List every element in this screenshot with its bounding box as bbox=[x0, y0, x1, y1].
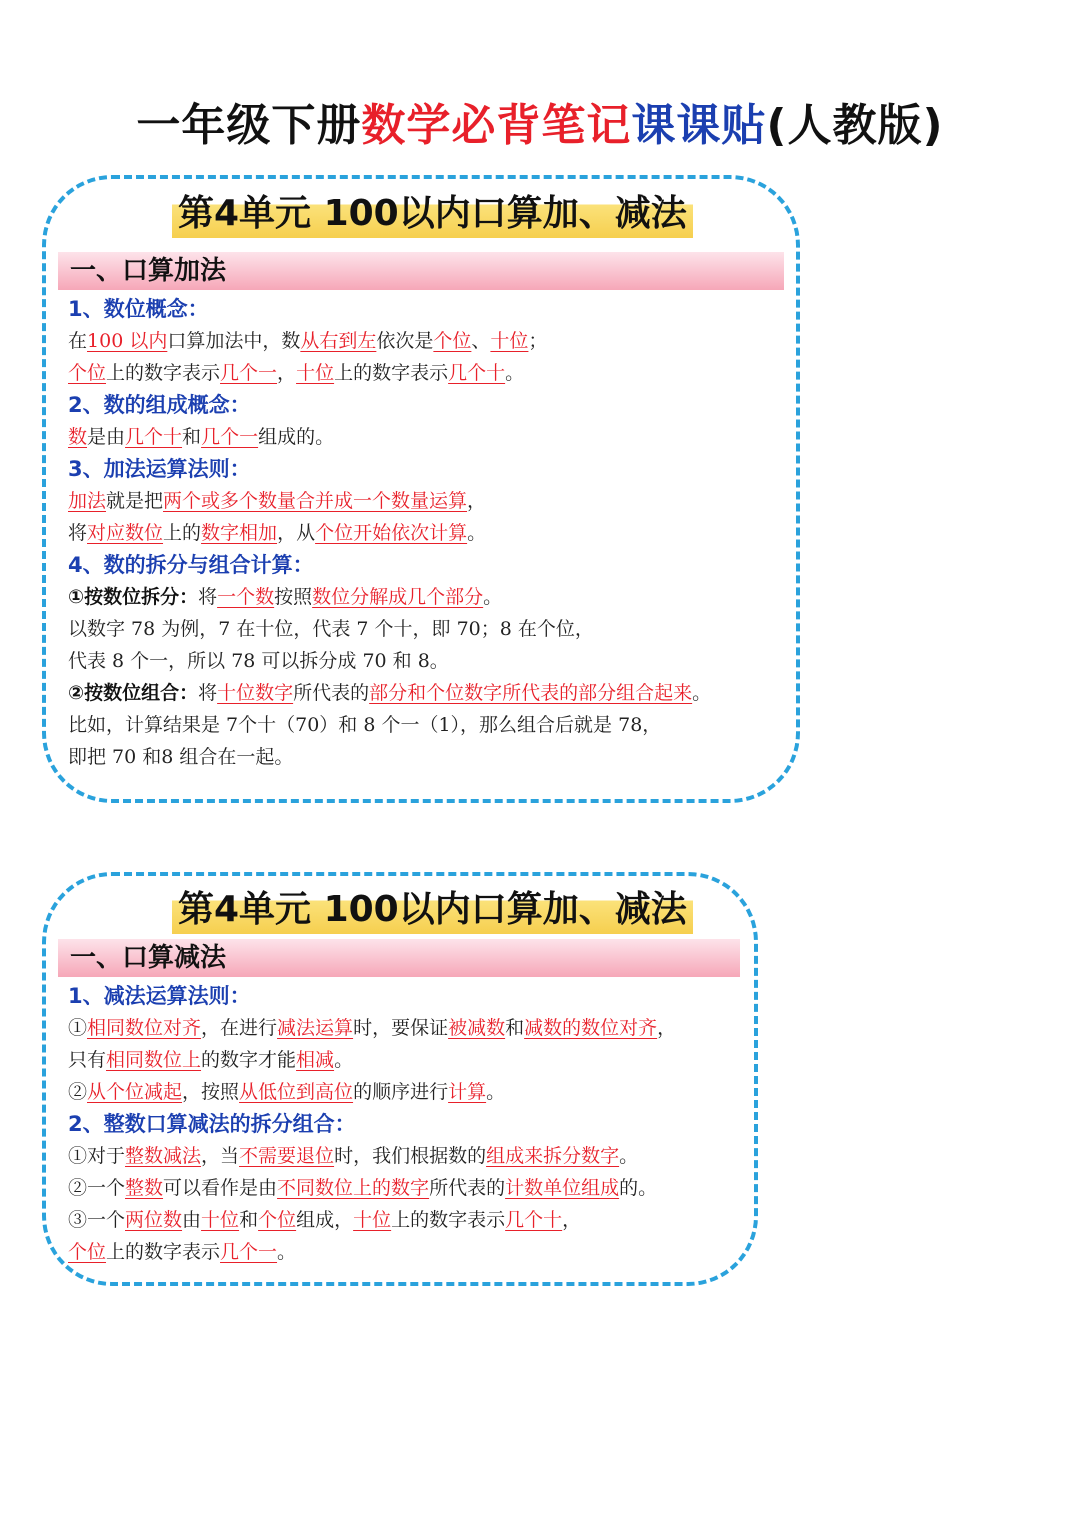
text-segment: ②一个 bbox=[68, 1177, 126, 1199]
text-line bbox=[68, 677, 711, 709]
text-segment: 只有 bbox=[68, 1049, 107, 1071]
text-line bbox=[68, 1140, 676, 1172]
key-term: 被减数 bbox=[448, 1017, 506, 1039]
key-term: 一个数 bbox=[217, 586, 275, 608]
key-term: 相减 bbox=[296, 1049, 335, 1071]
text-segment: ，当 bbox=[201, 1145, 240, 1167]
key-term: 几个十 bbox=[125, 426, 183, 448]
text-segment: 、 bbox=[471, 330, 491, 352]
key-term: 不同数位上的数字 bbox=[277, 1177, 430, 1199]
text-segment: 上的数字表示 bbox=[334, 362, 449, 384]
text-line bbox=[68, 709, 711, 741]
text-segment: 比如，计算结果是 7个十（70）和 8 个一（1），那么组合后就是 78， bbox=[68, 714, 662, 736]
text-segment: 以数字 78 为例，7 在十位，代表 7 个十，即 70；8 在个位， bbox=[68, 618, 594, 640]
text-line bbox=[68, 421, 711, 453]
text-line bbox=[68, 645, 711, 677]
text-line bbox=[68, 1076, 676, 1108]
key-term: 几个十 bbox=[505, 1209, 563, 1231]
text-segment: 。 bbox=[505, 362, 525, 384]
key-term: 十位 bbox=[490, 330, 529, 352]
key-term: 几个一 bbox=[220, 362, 278, 384]
text-segment: 和 bbox=[182, 426, 202, 448]
card1-lines bbox=[68, 293, 711, 773]
text-segment: 的数字才能 bbox=[201, 1049, 297, 1071]
title-part-grade: 一年级下册 bbox=[136, 100, 362, 151]
text-segment: 将 bbox=[68, 522, 88, 544]
text-segment: 是由 bbox=[87, 426, 126, 448]
title-part-sticker: 课课贴 bbox=[631, 100, 767, 151]
text-segment: 上的数字表示 bbox=[106, 1241, 221, 1263]
text-segment: 时，我们根据数的 bbox=[334, 1145, 487, 1167]
text-segment: 组成， bbox=[296, 1209, 354, 1231]
text-segment: 口算加法中，数 bbox=[167, 330, 301, 352]
text-line bbox=[68, 613, 711, 645]
text-line bbox=[68, 517, 711, 549]
text-segment: ， bbox=[562, 1209, 582, 1231]
text-line bbox=[68, 980, 676, 1012]
text-segment: ，从 bbox=[277, 522, 316, 544]
text-segment: 按照 bbox=[274, 586, 313, 608]
key-term: 组成来拆分数字 bbox=[486, 1145, 620, 1167]
title-part-edition: (人教版) bbox=[766, 100, 944, 151]
text-segment: 依次是 bbox=[376, 330, 434, 352]
text-line bbox=[68, 357, 711, 389]
subheading: 1、数位概念： bbox=[68, 297, 209, 321]
unit-title-addition: 第4单元 100以内口算加、减法 bbox=[172, 190, 693, 238]
text-segment: ③一个 bbox=[68, 1209, 126, 1231]
text-segment: ，按照 bbox=[182, 1081, 240, 1103]
text-line bbox=[68, 485, 711, 517]
text-line bbox=[68, 389, 711, 421]
text-segment: 。 bbox=[486, 1081, 506, 1103]
key-term: 部分和个位数字所代表的部分组合起来 bbox=[369, 682, 693, 704]
text-line bbox=[68, 741, 711, 773]
text-segment: 时，要保证 bbox=[353, 1017, 449, 1039]
text-segment: 和 bbox=[239, 1209, 259, 1231]
section-header-addition: 一、口算加法 bbox=[58, 252, 784, 290]
key-term: 100 以内 bbox=[87, 330, 168, 352]
key-term: 几个十 bbox=[448, 362, 506, 384]
key-term: 十位 bbox=[201, 1209, 240, 1231]
key-term: 从个位减起 bbox=[87, 1081, 183, 1103]
key-term: 个位开始依次计算 bbox=[315, 522, 468, 544]
card2-lines bbox=[68, 980, 676, 1268]
section-header-subtraction: 一、口算减法 bbox=[58, 939, 740, 977]
key-term: 整数减法 bbox=[125, 1145, 202, 1167]
key-term: 几个一 bbox=[201, 426, 259, 448]
subheading: 4、数的拆分与组合计算： bbox=[68, 553, 314, 577]
key-term: 从右到左 bbox=[300, 330, 377, 352]
key-term: 两个或多个数量合并成一个数量运算 bbox=[163, 490, 468, 512]
bold-label: ②按数位组合： bbox=[68, 682, 199, 704]
text-segment: 由 bbox=[182, 1209, 202, 1231]
text-segment: 代表 8 个一，所以 78 可以拆分成 70 和 8。 bbox=[68, 650, 449, 672]
text-line bbox=[68, 1204, 676, 1236]
text-segment: 在 bbox=[68, 330, 88, 352]
key-term: 数字相加 bbox=[201, 522, 278, 544]
text-segment: 的顺序进行 bbox=[353, 1081, 449, 1103]
key-term: 十位 bbox=[296, 362, 335, 384]
key-term: 从低位到高位 bbox=[239, 1081, 354, 1103]
text-line bbox=[68, 581, 711, 613]
key-term: 几个一 bbox=[220, 1241, 278, 1263]
text-segment: 。 bbox=[277, 1241, 297, 1263]
key-term: 不需要退位 bbox=[239, 1145, 335, 1167]
title-part-notes: 数学必背笔记 bbox=[361, 100, 632, 151]
key-term: 相同数位上 bbox=[106, 1049, 202, 1071]
text-segment: ， bbox=[657, 1017, 677, 1039]
text-line bbox=[68, 1012, 676, 1044]
text-line bbox=[68, 1044, 676, 1076]
text-segment: 。 bbox=[619, 1145, 639, 1167]
text-segment: 即把 70 和8 组合在一起。 bbox=[68, 746, 294, 768]
text-segment: ， bbox=[467, 490, 487, 512]
key-term: 计算 bbox=[448, 1081, 487, 1103]
text-segment: 。 bbox=[483, 586, 503, 608]
subheading: 2、整数口算减法的拆分组合： bbox=[68, 1112, 356, 1136]
text-line bbox=[68, 293, 711, 325]
key-term: 加法 bbox=[68, 490, 107, 512]
key-term: 数 bbox=[68, 426, 88, 448]
text-line bbox=[68, 1108, 676, 1140]
text-segment: 和 bbox=[505, 1017, 525, 1039]
text-segment: 。 bbox=[334, 1049, 354, 1071]
key-term: 个位 bbox=[258, 1209, 297, 1231]
text-segment: 。 bbox=[692, 682, 712, 704]
text-segment: 可以看作是由 bbox=[163, 1177, 278, 1199]
key-term: 数位分解成几个部分 bbox=[312, 586, 484, 608]
key-term: 个位 bbox=[68, 1241, 107, 1263]
text-segment: 所代表的 bbox=[293, 682, 370, 704]
text-line bbox=[68, 325, 711, 357]
key-term: 整数 bbox=[125, 1177, 164, 1199]
key-term: 减法运算 bbox=[277, 1017, 354, 1039]
bold-label: ①按数位拆分： bbox=[68, 586, 199, 608]
text-segment: 上的数字表示 bbox=[391, 1209, 506, 1231]
text-segment: ， bbox=[277, 362, 297, 384]
key-term: 减数的数位对齐 bbox=[524, 1017, 658, 1039]
text-segment: 将 bbox=[198, 682, 218, 704]
key-term: 个位 bbox=[433, 330, 472, 352]
text-segment: 的。 bbox=[619, 1177, 658, 1199]
key-term: 十位数字 bbox=[217, 682, 294, 704]
key-term: 十位 bbox=[353, 1209, 392, 1231]
key-term: 个位 bbox=[68, 362, 107, 384]
unit-title-subtraction: 第4单元 100以内口算加、减法 bbox=[172, 886, 693, 934]
text-segment: ，在进行 bbox=[201, 1017, 278, 1039]
text-segment: ① bbox=[68, 1017, 88, 1039]
subheading: 3、加法运算法则： bbox=[68, 457, 251, 481]
key-term: 相同数位对齐 bbox=[87, 1017, 202, 1039]
text-segment: 就是把 bbox=[106, 490, 164, 512]
text-segment: ； bbox=[528, 330, 548, 352]
text-segment: 上的 bbox=[163, 522, 202, 544]
text-segment: 上的数字表示 bbox=[106, 362, 221, 384]
key-term: 两位数 bbox=[125, 1209, 183, 1231]
text-segment: ② bbox=[68, 1081, 88, 1103]
subheading: 2、数的组成概念： bbox=[68, 393, 251, 417]
page-title bbox=[0, 96, 1080, 156]
text-line bbox=[68, 1172, 676, 1204]
text-line bbox=[68, 453, 711, 485]
text-line bbox=[68, 1236, 676, 1268]
text-segment: 组成的。 bbox=[258, 426, 335, 448]
text-segment: ①对于 bbox=[68, 1145, 126, 1167]
text-segment: 所代表的 bbox=[429, 1177, 506, 1199]
text-segment: 将 bbox=[198, 586, 218, 608]
subheading: 1、减法运算法则： bbox=[68, 984, 251, 1008]
text-line bbox=[68, 549, 711, 581]
text-segment: 。 bbox=[467, 522, 487, 544]
key-term: 计数单位组成 bbox=[505, 1177, 620, 1199]
key-term: 对应数位 bbox=[87, 522, 164, 544]
